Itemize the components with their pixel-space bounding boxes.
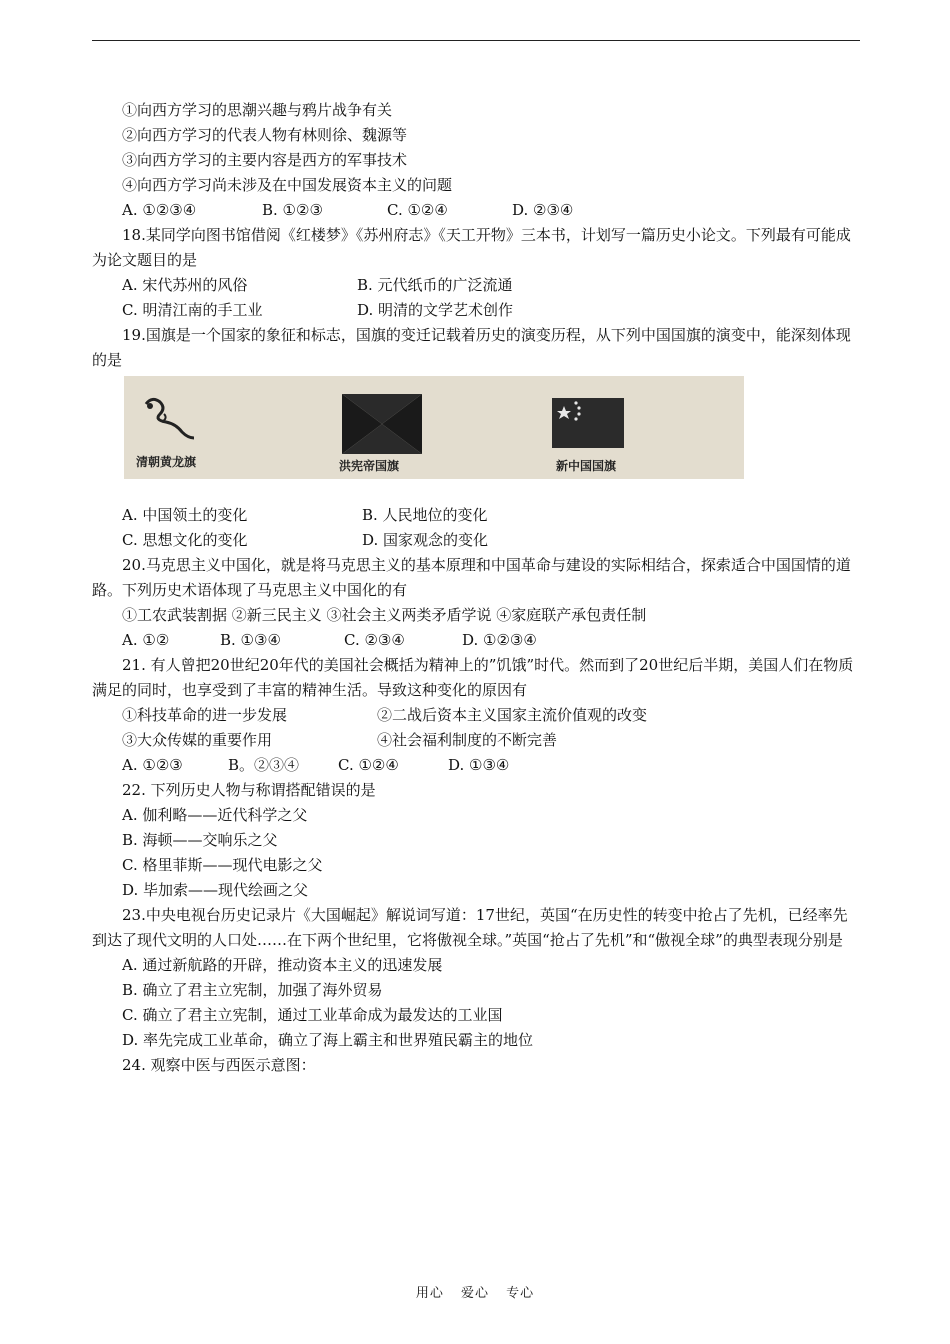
- q20-answer-d: D. ①②③④: [462, 631, 537, 649]
- hongxian-flag-icon: [342, 394, 422, 454]
- q21-answer-c: C. ①②④: [338, 756, 399, 774]
- q17-answer-b: B. ①②③: [262, 201, 323, 219]
- q19-answer-d: D. 国家观念的变化: [362, 531, 489, 549]
- q18-answer-a: A. 宋代苏州的风俗: [122, 276, 248, 294]
- q19-answer-b: B. 人民地位的变化: [362, 506, 488, 524]
- q22-answer-d: D. 毕加索——现代绘画之父: [122, 881, 309, 899]
- footer-word-2: 爱心: [460, 1286, 489, 1301]
- q21-items-row2: [92, 728, 860, 753]
- q18-answer-c: C. 明清江南的手工业: [122, 301, 263, 319]
- q17-answers: [92, 198, 860, 223]
- flag-figure-art: [124, 376, 744, 479]
- q17-option-3: ③向西方学习的主要内容是西方的军事技术: [122, 151, 408, 169]
- q18-answer-d: D. 明清的文学艺术创作: [357, 301, 514, 319]
- q21-item-3: ③大众传媒的重要作用: [122, 731, 273, 749]
- q18-stem: 18.某同学向图书馆借阅《红楼梦》《苏州府志》《天工开物》三本书，计划写一篇历史小论文。下列最有可能成为论文题目的是: [92, 226, 851, 269]
- q20-answer-b: B. ①③④: [220, 631, 281, 649]
- q21-answer-b: B。②③④: [228, 756, 300, 774]
- q17-option-1: ①向西方学习的思潮兴趣与鸦片战争有关: [122, 101, 393, 119]
- q17-answer-c: C. ①②④: [387, 201, 448, 219]
- q23-answer-c: C. 确立了君主立宪制，通过工业革命成为最发达的工业国: [122, 1006, 503, 1024]
- q18-answers-row1: [92, 273, 860, 298]
- footer-word-3: 专心: [506, 1286, 535, 1301]
- q18-answer-b: B. 元代纸币的广泛流通: [357, 276, 513, 294]
- q22-stem: 22. 下列历史人物与称谓搭配错误的是: [122, 781, 376, 799]
- q21-item-2: ②二战后资本主义国家主流价值观的改变: [377, 706, 648, 724]
- q23-stem: 23.中央电视台历史记录片《大国崛起》解说词写道：17世纪，英国“在历史性的转变中抢占了先机，已经率先到达了现代文明的人口处……在下两个世纪里，它将傲视全球。”英国“抢占了先机”和“傲视全球”的典型表现分别是: [92, 906, 848, 949]
- q18-answers-row2: [92, 298, 860, 323]
- q19-answers-row2: [92, 528, 860, 553]
- flag-label-hongxian: 洪宪帝国旗: [339, 459, 400, 473]
- q23-answer-d: D. 率先完成工业革命，确立了海上霸主和世界殖民霸主的地位: [122, 1031, 534, 1049]
- q23-answer-a: A. 通过新航路的开辟，推动资本主义的迅速发展: [122, 956, 443, 974]
- q17-answer-d: D. ②③④: [512, 201, 574, 219]
- flag-label-qing: 清朝黄龙旗: [136, 455, 197, 469]
- q21-answers: [92, 753, 860, 778]
- page-footer: [0, 1282, 950, 1301]
- footer-word-1: 用心: [415, 1286, 444, 1301]
- prc-flag-icon: [552, 398, 624, 448]
- q20-items: ①工农武装割据 ②新三民主义 ③社会主义两类矛盾学说 ④家庭联产承包责任制: [122, 606, 647, 624]
- q21-answer-d: D. ①③④: [448, 756, 510, 774]
- q19-answer-a: A. 中国领土的变化: [122, 506, 248, 524]
- q17-option-2: ②向西方学习的代表人物有林则徐、魏源等: [122, 126, 408, 144]
- q20-answer-a: A. ①②: [122, 631, 170, 649]
- q19-stem: 19.国旗是一个国家的象征和标志，国旗的变迁记载着历史的演变历程，从下列中国国旗的演变中，能深刻体现的是: [92, 326, 851, 369]
- q22-answer-b: B. 海顿——交响乐之父: [122, 831, 278, 849]
- q22-answer-a: A. 伽利略——近代科学之父: [122, 806, 308, 824]
- q17-option-4: ④向西方学习尚未涉及在中国发展资本主义的问题: [122, 176, 453, 194]
- q20-answers: [92, 628, 860, 653]
- flag-evolution-figure: [124, 376, 744, 479]
- q21-answer-a: A. ①②③: [122, 756, 183, 774]
- exam-page: [92, 98, 860, 1078]
- flag-label-prc: 新中国国旗: [556, 459, 617, 473]
- q22-answer-c: C. 格里菲斯——现代电影之父: [122, 856, 323, 874]
- q21-stem: 21. 有人曾把20世纪20年代的美国社会概括为精神上的”饥饿”时代。然而到了20世纪后半期，美国人们在物质满足的同时，也享受到了丰富的精神生活。导致这种变化的原因有: [92, 656, 854, 699]
- header-rule: [92, 40, 860, 41]
- q23-answer-b: B. 确立了君主立宪制，加强了海外贸易: [122, 981, 383, 999]
- q21-item-4: ④社会福利制度的不断完善: [377, 731, 558, 749]
- q21-items-row1: [92, 703, 860, 728]
- q17-answer-a: A. ①②③④: [122, 201, 197, 219]
- q21-item-1: ①科技革命的进一步发展: [122, 706, 288, 724]
- q19-answers-row1: [92, 503, 860, 528]
- q20-stem: 20.马克思主义中国化，就是将马克思主义的基本原理和中国革命与建设的实际相结合，探索适合中国国情的道路。下列历史术语体现了马克思主义中国化的有: [92, 556, 851, 599]
- q24-stem: 24. 观察中医与西医示意图：: [122, 1056, 316, 1074]
- q20-answer-c: C. ②③④: [344, 631, 405, 649]
- q19-answer-c: C. 思想文化的变化: [122, 531, 248, 549]
